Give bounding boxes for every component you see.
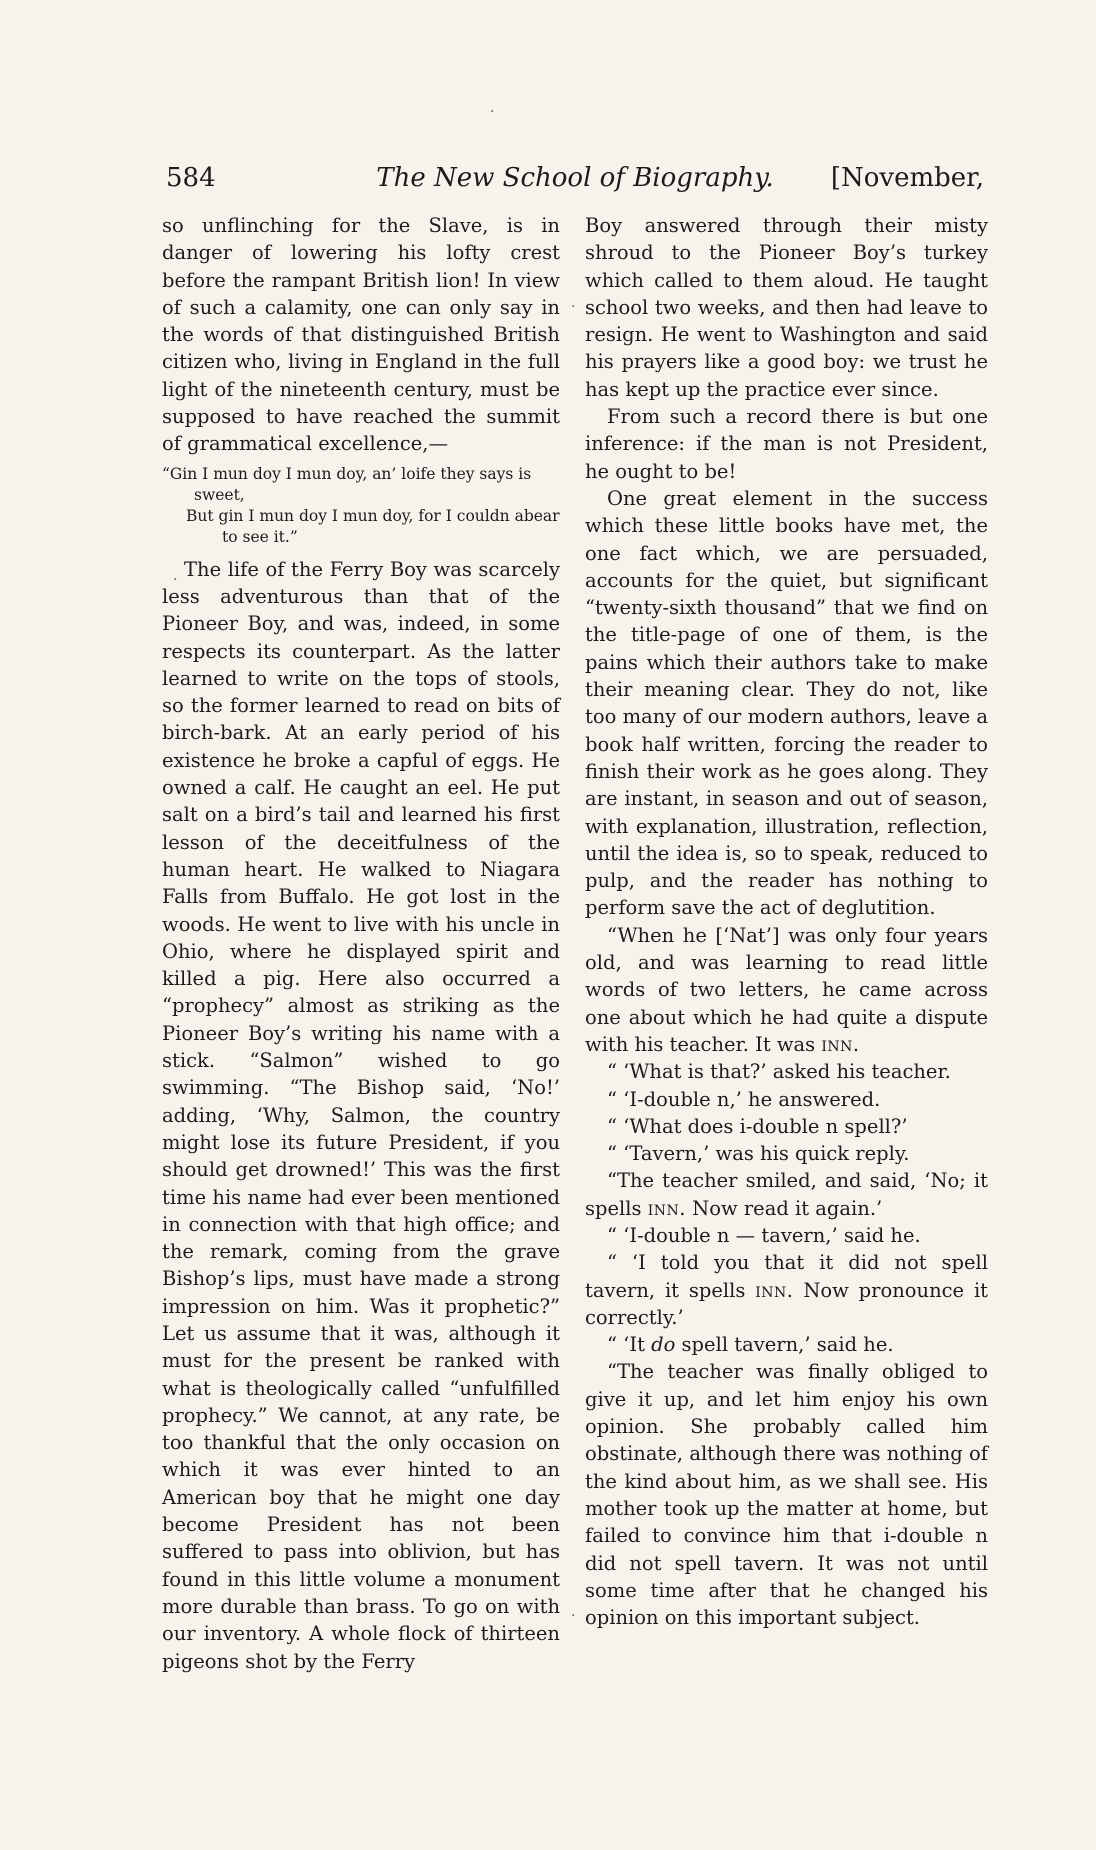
- dialogue-line: “ ‘I-double n — tavern,’ said he.: [607, 1223, 921, 1247]
- dialogue-line: “ ‘Tavern,’ was his quick reply.: [607, 1142, 910, 1166]
- dialect-verse: [162, 464, 560, 548]
- left-paragraph-1: so unflinching for the Slave, is in danger of lowering his lofty crest before the rampant British lion! In view of such a calamity, one can only say in the words of that distinguished British citizen who, living in England in the full light of the nineteenth century, must be supposed to have reached the summit of grammatical excellence,—: [162, 214, 560, 456]
- page-number: 584: [166, 163, 216, 193]
- left-column: [162, 212, 560, 1675]
- quote-text: Now pronounce it correctly.’: [585, 1278, 989, 1329]
- dialogue-line: “ ‘What does i-double n spell?’: [607, 1114, 908, 1138]
- right-paragraph-1: Boy answered through their misty shroud to the Pioneer Boy’s turkey which called to them aloud. He taught school two weeks, and then had leave to resign. He went to Washington and said his prayers like a good boy: we trust he has kept up the practice ever since.: [585, 214, 988, 401]
- right-paragraph-2: From such a record there is but one inference: if the man is not President, he ought to be!: [585, 405, 988, 483]
- dialogue-line: [585, 1249, 988, 1331]
- dialogue-line: [585, 1167, 988, 1222]
- dialogue-line: “ ‘I-double n,’ he answered.: [607, 1087, 881, 1111]
- small-caps-word: inn.: [821, 1032, 860, 1056]
- running-month: [November,: [830, 163, 984, 193]
- right-paragraph-last: “The teacher was finally obliged to give it up, and let him enjoy his own opinion. She probably called him obstinate, although there was nothing of the kind about him, as we shall see. His mother took up the matter at home, but failed to convince him that i-double n did not spell tavern. It was not until some time after that he changed his opinion on this important subject.: [585, 1360, 988, 1630]
- left-paragraph-2: The life of the Ferry Boy was scarcely less adventurous than that of the Pioneer Boy, and was, indeed, in some respects its counterpart. As the latter learned to write on the tops of stools, so the former learned to read on bits of birch-bark. At an early period of his existence he broke a capful of eggs. He owned a calf. He caught an eel. He put salt on a bird’s tail and learned his first lesson of the deceitfulness of the human heart. He walked to Niagara Falls from Buffalo. He got lost in the woods. He went to live with his uncle in Ohio, where he displayed spirit and killed a pig. Here also occurred a “prophecy” almost as striking as the Pioneer Boy’s writing his name with a stick. “Salmon” wished to go swimming. “The Bishop said, ‘No!’ adding, ‘Why, Salmon, the country might lose its future President, if you should get drowned!’ This was the first time his name had ever been mentioned in connection with that high office; and the remark, coming from the grave Bishop’s lips, must have made a strong impression on him. Was it prophetic?” Let us assume that it was, although it must for the present be ranked with what is theologically called “unfulfilled prophecy.” We cannot, at any rate, be too thankful that the only occasion on which it was ever hinted to an American boy that he might one day become President has not been suffered to pass into oblivion, but has found in this little volume a monument more durable than brass. To go on with our inventory. A whole flock of thirteen pigeons shot by the Ferry: [162, 557, 560, 1673]
- running-title: The New School of Biography.: [376, 163, 774, 193]
- right-paragraph-3: One great element in the success which these little books have met, the one fact which, we are persuaded, accounts for the quiet, but significant “twenty-sixth thousand” that we find on the title-page of one of them, is the pains which their authors take to make their meaning clear. They do not, like too many of our modern authors, leave a book half written, forcing the reader to finish their work as he goes along. They are instant, in season and out of season, with explanation, illustration, reflection, until the idea is, so to speak, reduced to pulp, and the reader has nothing to perform save the act of deglutition.: [585, 486, 988, 920]
- quote-text: “When he [‘Nat’] was only four years old, and was learning to read little words of two letters, he came across one about which he had quite a dispute with his teacher. It was: [585, 923, 988, 1056]
- small-caps-word: inn.: [647, 1196, 686, 1220]
- small-caps-word: inn.: [755, 1278, 794, 1302]
- quote-text: “ ‘I told you that it did not spell tavern, it spells: [585, 1251, 988, 1302]
- dialogue-line: [585, 1331, 988, 1358]
- verse-line-2: But gin I mun doy I mun doy, for I couldn abear to see it.”: [186, 506, 560, 546]
- right-column: [585, 212, 988, 1631]
- quote-text: “The teacher smiled, and said, ‘No; it spells: [585, 1169, 988, 1220]
- quote-text: “ ‘It: [607, 1333, 645, 1357]
- scan-speck: ·: [571, 1608, 576, 1624]
- right-paragraph-4: [585, 922, 988, 1058]
- italic-word: do: [651, 1333, 676, 1357]
- scan-speck: ·: [173, 572, 178, 588]
- running-header: [166, 163, 984, 199]
- quote-text: spell tavern,’ said he.: [681, 1333, 894, 1357]
- dialogue-line: “ ‘What is that?’ asked his teacher.: [607, 1060, 951, 1084]
- scan-speck: ·: [571, 299, 576, 315]
- verse-line-1: “Gin I mun doy I mun doy, an’ loife they says is sweet,: [162, 464, 532, 504]
- scan-speck: ·: [490, 104, 495, 120]
- quote-text: Now read it again.’: [692, 1196, 883, 1220]
